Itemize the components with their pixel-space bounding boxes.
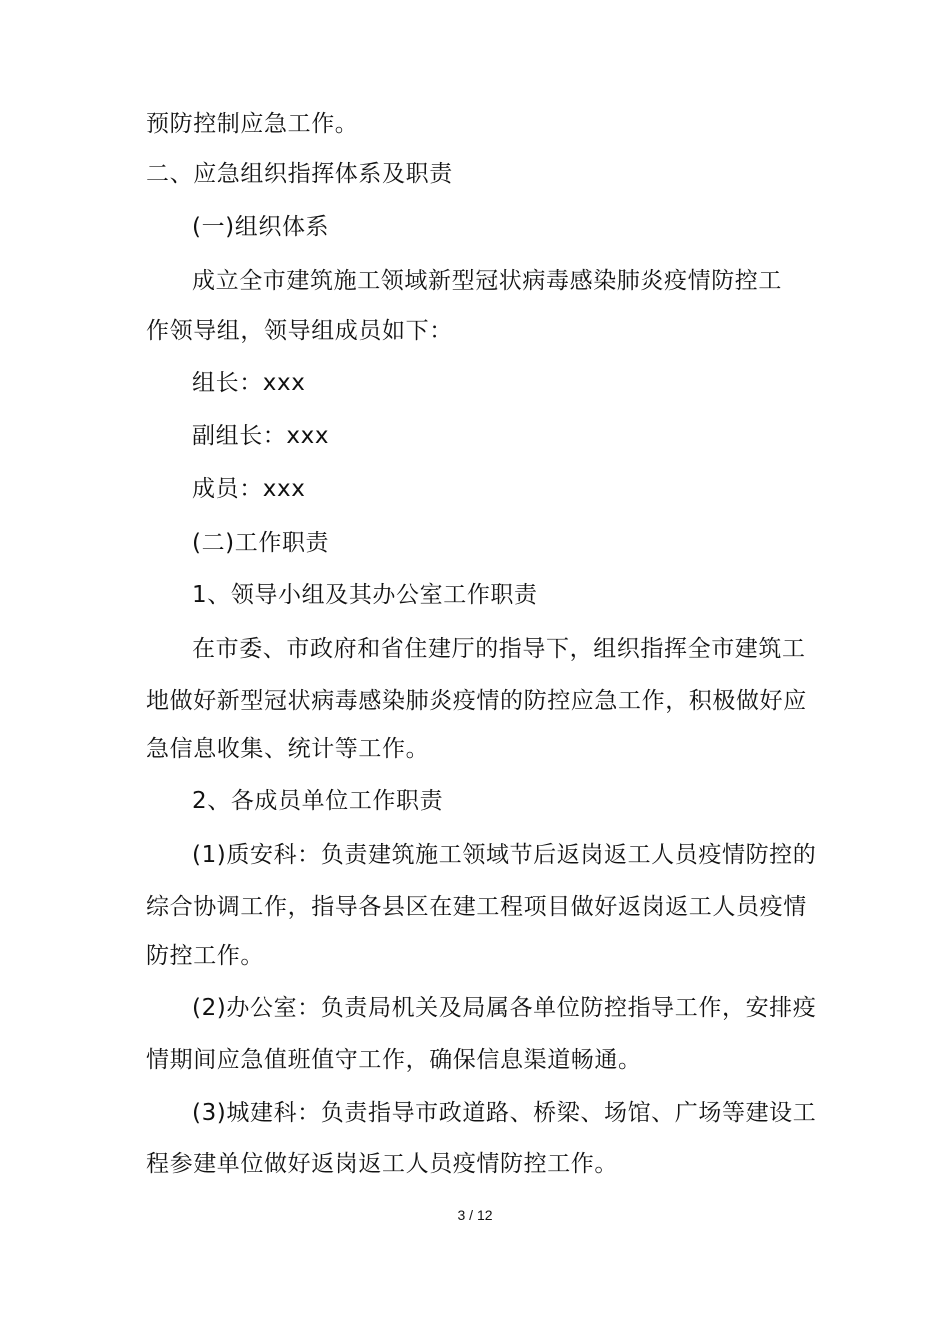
paragraph-line: 成立全市建筑施工领域新型冠状病毒感染肺炎疫情防控工 (192, 268, 782, 294)
member-line-leader: 组长：xxx (192, 370, 306, 396)
member-line-deputy-leader: 副组长：xxx (192, 423, 330, 449)
paragraph-line: 急信息收集、统计等工作。 (146, 736, 430, 762)
paragraph-line: 预防控制应急工作。 (146, 111, 359, 137)
paragraph-line: 防控工作。 (146, 943, 264, 969)
paragraph-line: (2)办公室：负责局机关及局属各单位防控指导工作，安排疫 (192, 995, 817, 1021)
paragraph-line: 作领导组，领导组成员如下： (146, 318, 453, 344)
paragraph-line: (3)城建科：负责指导市政道路、桥梁、场馆、广场等建设工 (192, 1100, 817, 1126)
paragraph-line: 地做好新型冠状病毒感染肺炎疫情的防控应急工作，积极做好应 (146, 688, 807, 714)
subsection-heading: (二)工作职责 (192, 530, 330, 556)
subsection-heading: (一)组织体系 (192, 214, 330, 240)
paragraph-line: (1)质安科：负责建筑施工领域节后返岗返工人员疫情防控的 (192, 842, 817, 868)
paragraph-line: 综合协调工作，指导各县区在建工程项目做好返岗返工人员疫情 (146, 894, 807, 920)
section-heading: 二、应急组织指挥体系及职责 (146, 161, 453, 187)
page-number: 3 / 12 (457, 1207, 493, 1223)
member-line-members: 成员：xxx (192, 476, 306, 502)
paragraph-line: 在市委、市政府和省住建厅的指导下，组织指挥全市建筑工 (192, 636, 806, 662)
item-heading: 1、领导小组及其办公室工作职责 (192, 582, 538, 608)
item-heading: 2、各成员单位工作职责 (192, 788, 444, 814)
paragraph-line: 情期间应急值班值守工作，确保信息渠道畅通。 (146, 1047, 642, 1073)
paragraph-line: 程参建单位做好返岗返工人员疫情防控工作。 (146, 1151, 618, 1177)
